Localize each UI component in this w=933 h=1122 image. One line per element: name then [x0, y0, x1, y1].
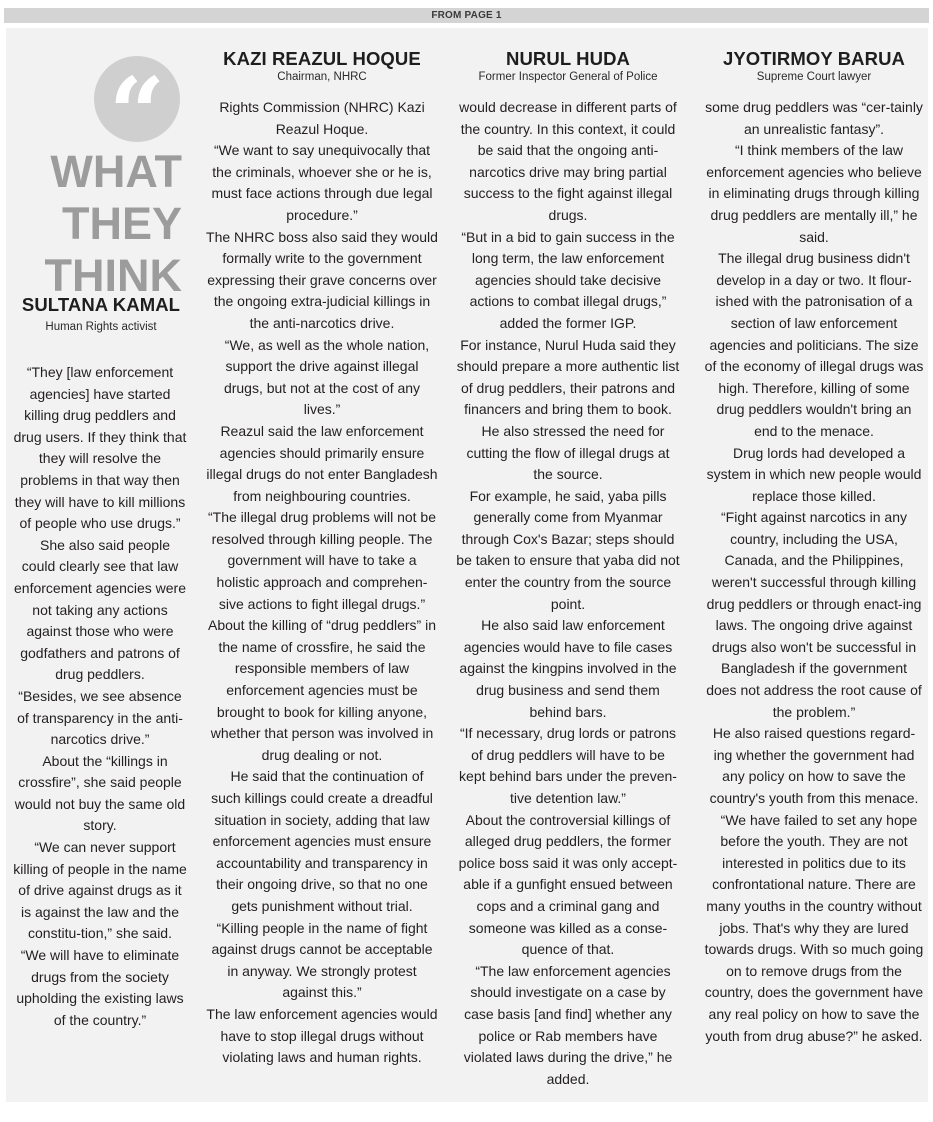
- person-role: Chairman, NHRC: [277, 71, 367, 83]
- article-page: [6, 28, 928, 1102]
- paragraph: “We have failed to set any hope before the youth. They are not interested in politics due to its confrontational nature. There are many youths in the country without jobs. That's why they are lured towards drugs. With so much going on to remove drugs from the country, does the government have any real policy on how to save the youth from drug abuse?” he asked.: [704, 811, 924, 1044]
- paragraph: About the controversial killings of alleged drug peddlers, the former police boss said it was only accept-able if a gunfight ensued between cops and a criminal gang and someone was killed as a conse-quence of that.: [458, 811, 678, 958]
- paragraph: “The law enforcement agencies should investigate on a case by case basis [and find] whether any police or Rab members have violated laws during the drive,” he added.: [463, 962, 673, 1087]
- paragraph: For example, he said, yaba pills generally come from Myanmar through Cox's Bazar; steps should be taken to ensure that yaba did not enter the country from the source point.: [456, 487, 680, 612]
- paragraph: About the killing of “drug peddlers” in the name of crossfire, he said the responsible members of law enforcement agencies must be brought to book for killing anyone, whether that person was involved in drug dealing or not.: [207, 617, 437, 763]
- paragraph: He also said law enforcement agencies would have to file cases against the kingpins involved in the drug business and send them behind bars.: [459, 617, 677, 720]
- paragraph: “Besides, we see absence of transparency in the anti-narcotics drive.”: [17, 687, 183, 748]
- paragraph: The illegal drug business didn't develop in a day or two. It flour-ished with the patronisation of a section of law enforcement agencies and politicians. The size of the economy of illegal drugs was high. Therefore, killing of some drug peddlers wouldn't bring an end to the menace.: [704, 250, 924, 439]
- feature-title-line: WHAT: [50, 146, 182, 197]
- column-sultana-kamal: [6, 28, 196, 1102]
- column-body: [456, 93, 680, 1090]
- paragraph: “The illegal drug problems will not be resolved through killing people. The government will have to take a holistic approach and comprehen-sive actions to fight illegal drugs.”: [208, 509, 436, 612]
- paragraph: Rights Commission (NHRC) Kazi Reazul Hoque.: [219, 99, 425, 137]
- paragraph: some drug peddlers was “cer-tainly an unrealistic fantasy”.: [705, 99, 923, 137]
- paragraph: He said that the continuation of such killings could create a dreadful situation in society, adding that law enforcement agencies must ensure accountability and transparency in their ongoing drive, so that no one gets punishment without trial.: [211, 768, 433, 914]
- column-kazi-reazul-hoque: [206, 48, 438, 1122]
- paragraph: For instance, Nurul Huda said they should prepare a more authentic list of drug peddlers, their patrons and financers and bring them to book.: [456, 336, 680, 418]
- column-body: [704, 93, 924, 1047]
- paragraph: “Killing people in the name of fight against drugs cannot be acceptable in anyway. We strongly protest against this.”: [211, 919, 433, 1001]
- person-name: KAZI REAZUL HOQUE: [223, 48, 421, 69]
- person-name: NURUL HUDA: [506, 48, 630, 69]
- paragraph: “I think members of the law enforcement agencies who believe in eliminating drugs through killing drug peddlers are mentally ill,” he said.: [706, 142, 922, 245]
- person-role: Supreme Court lawyer: [756, 71, 872, 83]
- paragraph: would decrease in different parts of the country. In this context, it could be said that the ongoing anti-narcotics drive may bring partial success to the fight against illegal drugs.: [459, 99, 677, 223]
- person-role: Former Inspector General of Police: [478, 71, 658, 83]
- paragraph: Drug lords had developed a system in which new people would replace those killed.: [706, 444, 922, 504]
- column-body: [206, 93, 438, 1069]
- paragraph: He also raised questions regard-ing whether the government had any policy on how to save the country's youth from this menace.: [709, 725, 919, 806]
- quote-icon: [94, 56, 180, 172]
- column-nurul-huda: [456, 48, 680, 1122]
- paragraph: He also stressed the need for cutting the flow of illegal drugs at the source.: [466, 422, 670, 483]
- person-role: Human Rights activist: [45, 321, 157, 333]
- paragraph: “We want to say unequivocally that the criminals, whoever she or he is, must face actions through due legal procedure.”: [211, 142, 433, 223]
- paragraph: “Fight against narcotics in any country, including the USA, Canada, and the Philippines, weren't successful through killing drug peddlers or through enact-ing laws. The ongoing drive against drugs also won't be successful in Bangladesh if the government does not address the root cause of the problem.”: [706, 509, 922, 720]
- quote-glyph: “: [108, 57, 166, 172]
- from-page-banner: FROM PAGE 1: [4, 8, 929, 23]
- paragraph: Reazul said the law enforcement agencies should primarily ensure illegal drugs do not enter Bangladesh from neighbouring countries.: [206, 422, 438, 504]
- paragraph: “If necessary, drug lords or patrons of drug peddlers will have to be kept behind bars under the preven-tive detention law.”: [459, 725, 677, 806]
- paragraph: She also said people could clearly see that law enforcement agencies were not taking any actions against those who were godfathers and patrons of drug peddlers.: [14, 536, 186, 683]
- column-body: [12, 358, 188, 1031]
- paragraph: “They [law enforcement agencies] have started killing drug peddlers and drug users. If they think that they will resolve the problems in that way then they will have to kill millions of people who use drugs.”: [13, 364, 187, 532]
- paragraph: “We, as well as the whole nation, support the drive against illegal drugs, but not at the cost of any lives.”: [223, 336, 430, 418]
- paragraph: The law enforcement agencies would have to stop illegal drugs without violating laws and human rights.: [206, 1005, 438, 1066]
- feature-title-line: THINK: [44, 250, 182, 301]
- paragraph: The NHRC boss also said they would formally write to the government expressing their grave concerns over the ongoing extra-judicial killings in the anti-narcotics drive.: [206, 228, 438, 331]
- paragraph: About the “killings in crossfire”, she said people would not buy the same old story.: [14, 752, 186, 834]
- paragraph: “We will have to eliminate drugs from the society upholding the existing laws of the country.”: [16, 947, 184, 1028]
- paragraph: “But in a bid to gain success in the long term, the law enforcement agencies should take decisive actions to combat illegal drugs,” added the former IGP.: [461, 228, 675, 331]
- column-jyotirmoy-barua: [704, 48, 924, 1122]
- feature-title-line: THEY: [61, 198, 182, 249]
- person-name: SULTANA KAMAL: [21, 294, 181, 315]
- person-name: JYOTIRMOY BARUA: [722, 48, 906, 69]
- feature-title: [12, 146, 182, 302]
- paragraph: “We can never support killing of people in the name of drive against drugs as it is against the law and the constitu-tion,” she said.: [13, 839, 187, 942]
